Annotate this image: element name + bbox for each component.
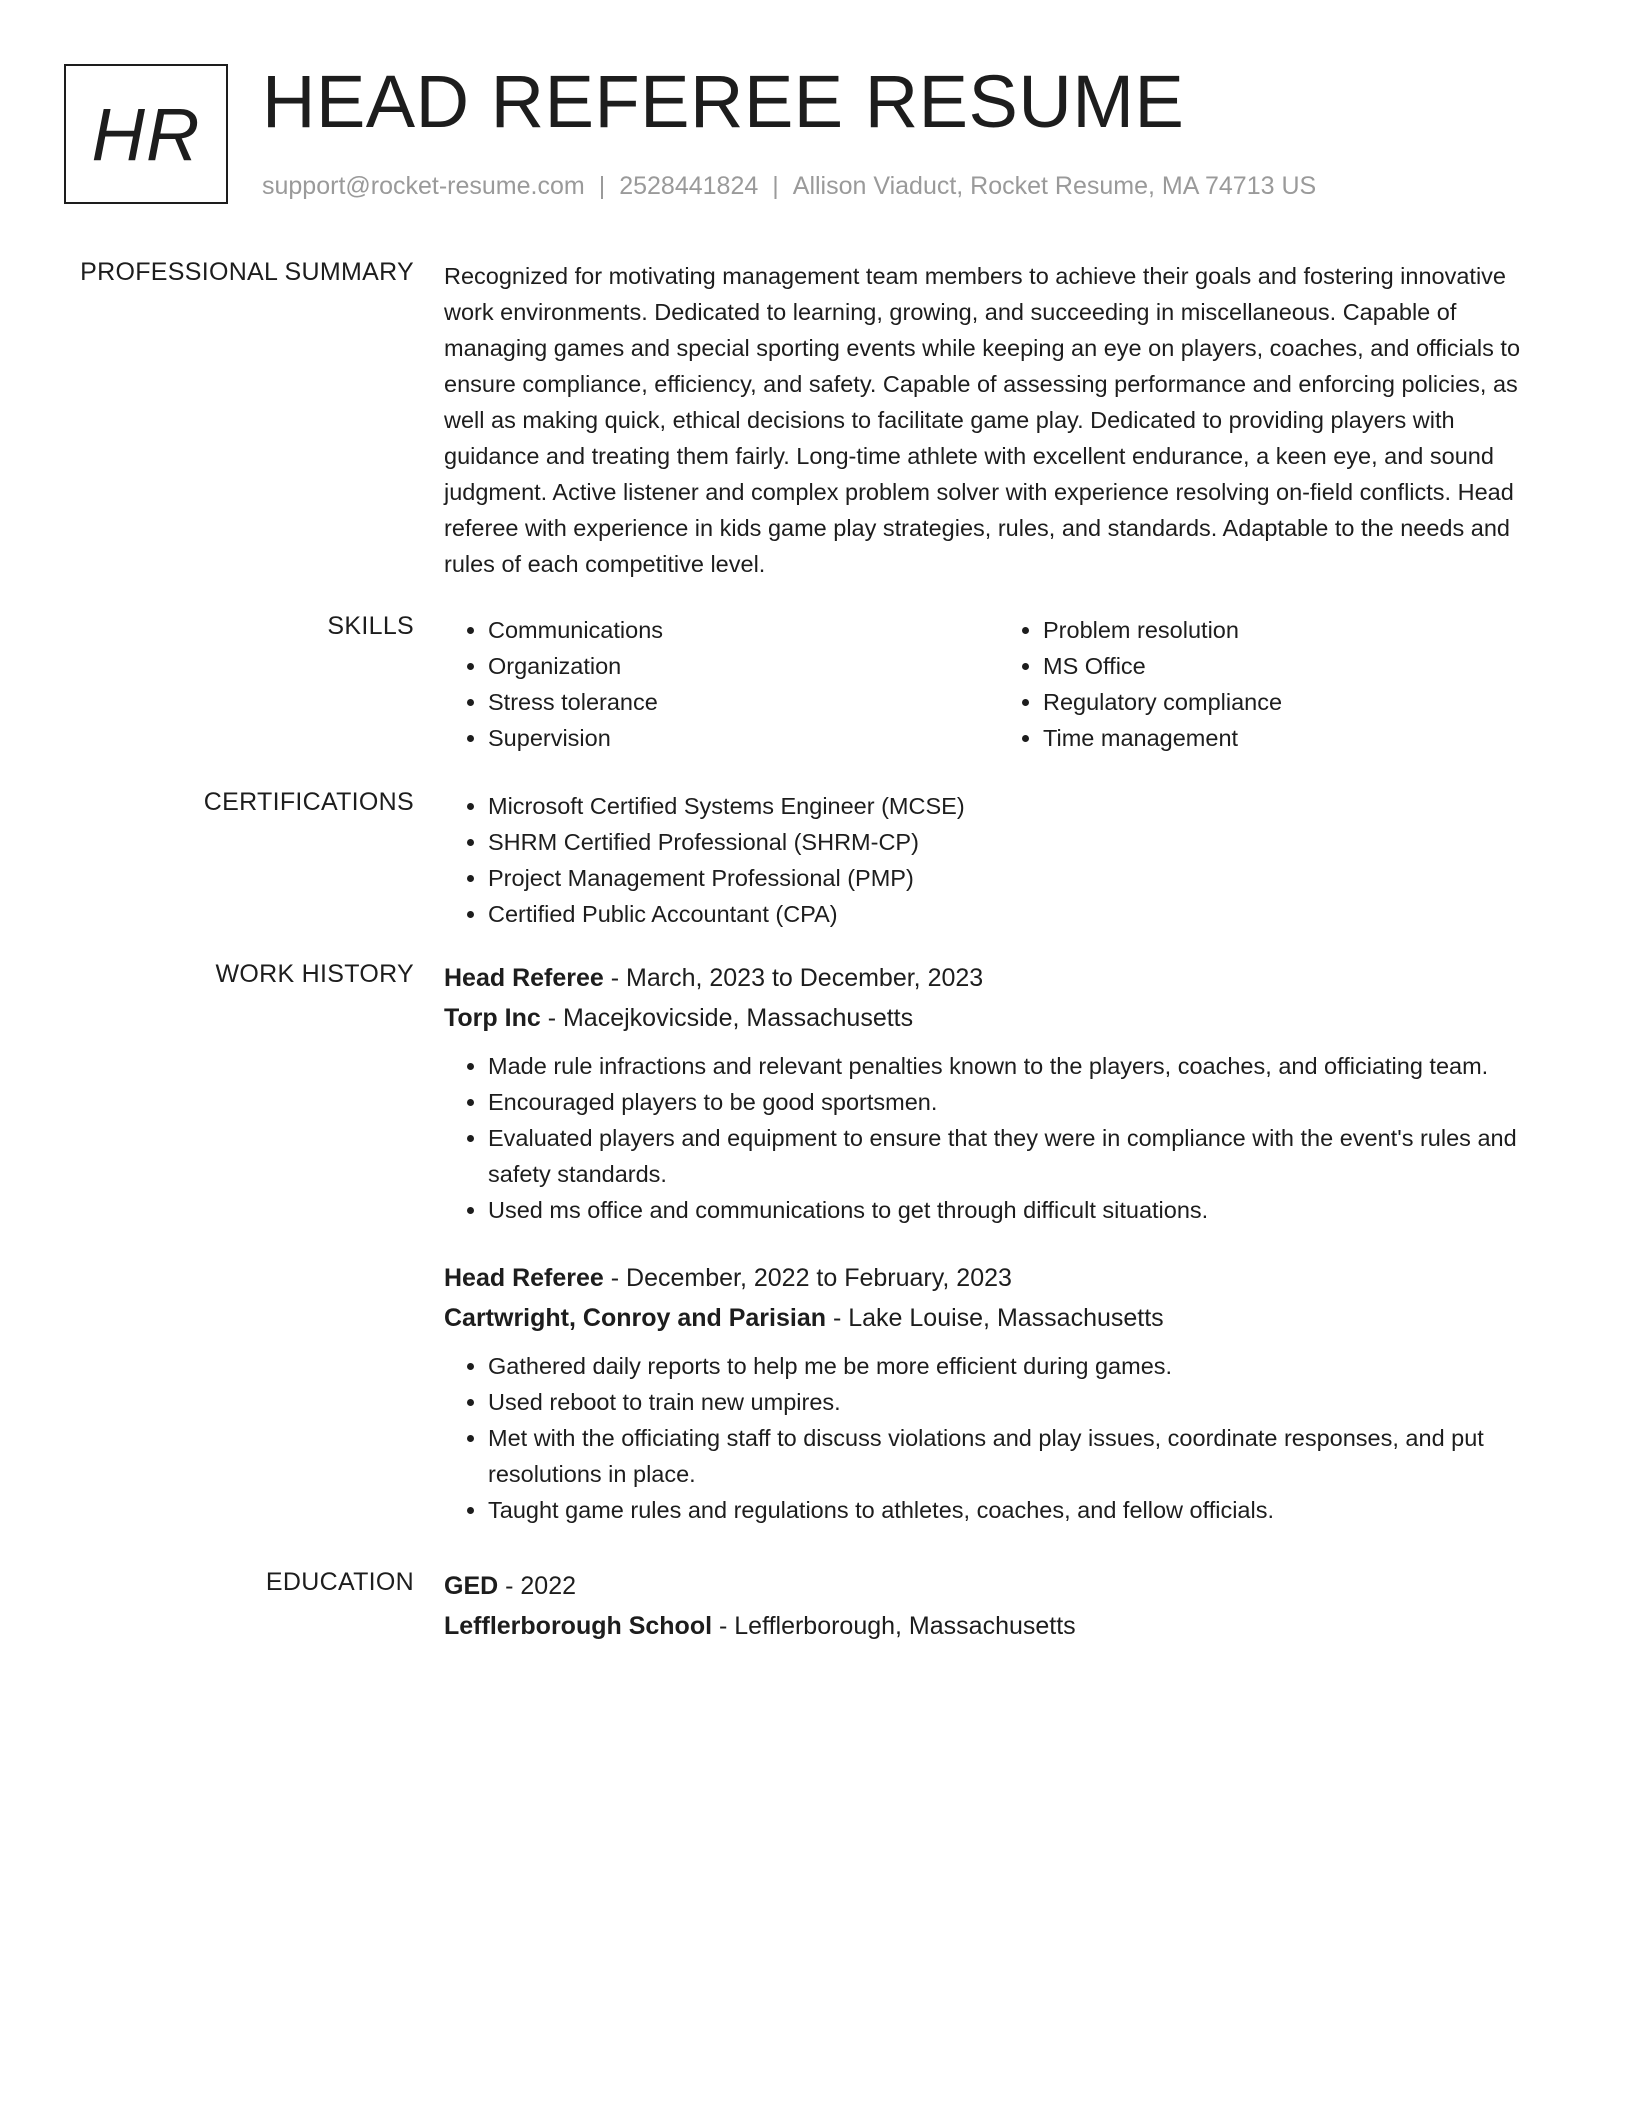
job-bullet: • Used ms office and communications to get through difficult situations. xyxy=(488,1192,1554,1228)
job-company-line xyxy=(444,998,1554,1038)
job-dates: - December, 2022 to February, 2023 xyxy=(603,1264,1012,1292)
skill-item: • Stress tolerance xyxy=(488,684,999,720)
skills-list-right xyxy=(999,612,1554,756)
certification-item: • Microsoft Certified Systems Engineer (MCSE) xyxy=(488,788,1554,824)
contact-address: Allison Viaduct, Rocket Resume, MA 74713 US xyxy=(792,172,1317,200)
monogram-badge: HR xyxy=(64,64,228,204)
job-company-line xyxy=(444,1298,1554,1338)
job-bullet: • Gathered daily reports to help me be more efficient during games. xyxy=(488,1348,1554,1384)
skill-item: • Regulatory compliance xyxy=(1043,684,1554,720)
education-degree: GED xyxy=(444,1572,499,1600)
job-bullet: • Made rule infractions and relevant penalties known to the players, coaches, and officiating team. xyxy=(488,1048,1554,1084)
job-title: Head Referee xyxy=(444,964,604,992)
certifications-label: CERTIFICATIONS xyxy=(203,788,414,816)
contact-separator: | xyxy=(772,172,779,200)
job-bullet: • Taught game rules and regulations to athletes, coaches, and fellow officials. xyxy=(488,1492,1554,1528)
job-bullets xyxy=(444,1348,1554,1528)
job-company: Cartwright, Conroy and Parisian xyxy=(444,1304,827,1332)
resume-header xyxy=(64,60,1584,214)
contact-line xyxy=(262,172,1316,201)
education-label: EDUCATION xyxy=(265,1568,414,1596)
job-entry xyxy=(444,1258,1554,1528)
education-school: Lefflerborough School xyxy=(444,1612,713,1640)
certification-item: • Project Management Professional (PMP) xyxy=(488,860,1554,896)
skill-item: • MS Office xyxy=(1043,648,1554,684)
skills-label: SKILLS xyxy=(327,612,414,640)
job-bullet: • Met with the officiating staff to discuss violations and play issues, coordinate responses, and put resolutions in place. xyxy=(488,1420,1554,1492)
skill-item: • Organization xyxy=(488,648,999,684)
skills-columns xyxy=(444,612,1554,756)
education-degree-line xyxy=(444,1566,1554,1606)
contact-separator: | xyxy=(598,172,606,200)
skill-item: • Time management xyxy=(1043,720,1554,756)
summary-label: PROFESSIONAL SUMMARY xyxy=(80,258,414,286)
skill-item: • Problem resolution xyxy=(1043,612,1554,648)
job-bullet: • Used reboot to train new umpires. xyxy=(488,1384,1554,1420)
job-bullet: • Evaluated players and equipment to ensure that they were in compliance with the event's rules and safety standards. xyxy=(488,1120,1554,1192)
skill-item: • Communications xyxy=(488,612,999,648)
job-company: Torp Inc xyxy=(444,1004,541,1032)
skills-list-left xyxy=(444,612,999,756)
job-dates: - March, 2023 to December, 2023 xyxy=(603,964,984,992)
certification-item: • Certified Public Accountant (CPA) xyxy=(488,896,1554,932)
education-year: - 2022 xyxy=(498,1572,577,1600)
job-bullets xyxy=(444,1048,1554,1228)
job-title-line xyxy=(444,1258,1554,1298)
page-title: HEAD REFEREE RESUME xyxy=(262,60,1185,143)
summary-text: Recognized for motivating management team members to achieve their goals and fostering innovative work environments. Dedicated to learning, growing, and succeeding in miscellaneous. Capable of managing games and special sporting events while keeping an eye on players, coaches, and officials to ensure compliance, efficiency, and safety. Capable of assessing performance and enforcing policies, as well as making quick, ethical decisions to facilitate game play. Dedicated to providing players with guidance and treating them fairly. Long-time athlete with excellent endurance, a keen eye, and sound judgment. Active listener and complex problem solver with experience resolving on-field conflicts. Head referee with experience in kids game play strategies, rules, and standards. Adaptable to the needs and rules of each competitive level. xyxy=(444,263,1521,577)
job-title-line xyxy=(444,958,1554,998)
job-location: - Lake Louise, Massachusetts xyxy=(826,1304,1164,1332)
job-location: - Macejkovicside, Massachusetts xyxy=(540,1004,914,1032)
certification-item: • SHRM Certified Professional (SHRM-CP) xyxy=(488,824,1554,860)
contact-email: support@rocket-resume.com xyxy=(262,172,585,200)
skill-item: • Supervision xyxy=(488,720,999,756)
education-location: - Lefflerborough, Massachusetts xyxy=(712,1612,1076,1640)
certifications-list xyxy=(444,788,1554,932)
work-history-label: WORK HISTORY xyxy=(215,960,414,988)
education-school-line xyxy=(444,1606,1554,1646)
contact-phone: 2528441824 xyxy=(619,172,759,200)
job-title: Head Referee xyxy=(444,1264,604,1292)
job-entry xyxy=(444,958,1554,1228)
job-bullet: • Encouraged players to be good sportsmen. xyxy=(488,1084,1554,1120)
